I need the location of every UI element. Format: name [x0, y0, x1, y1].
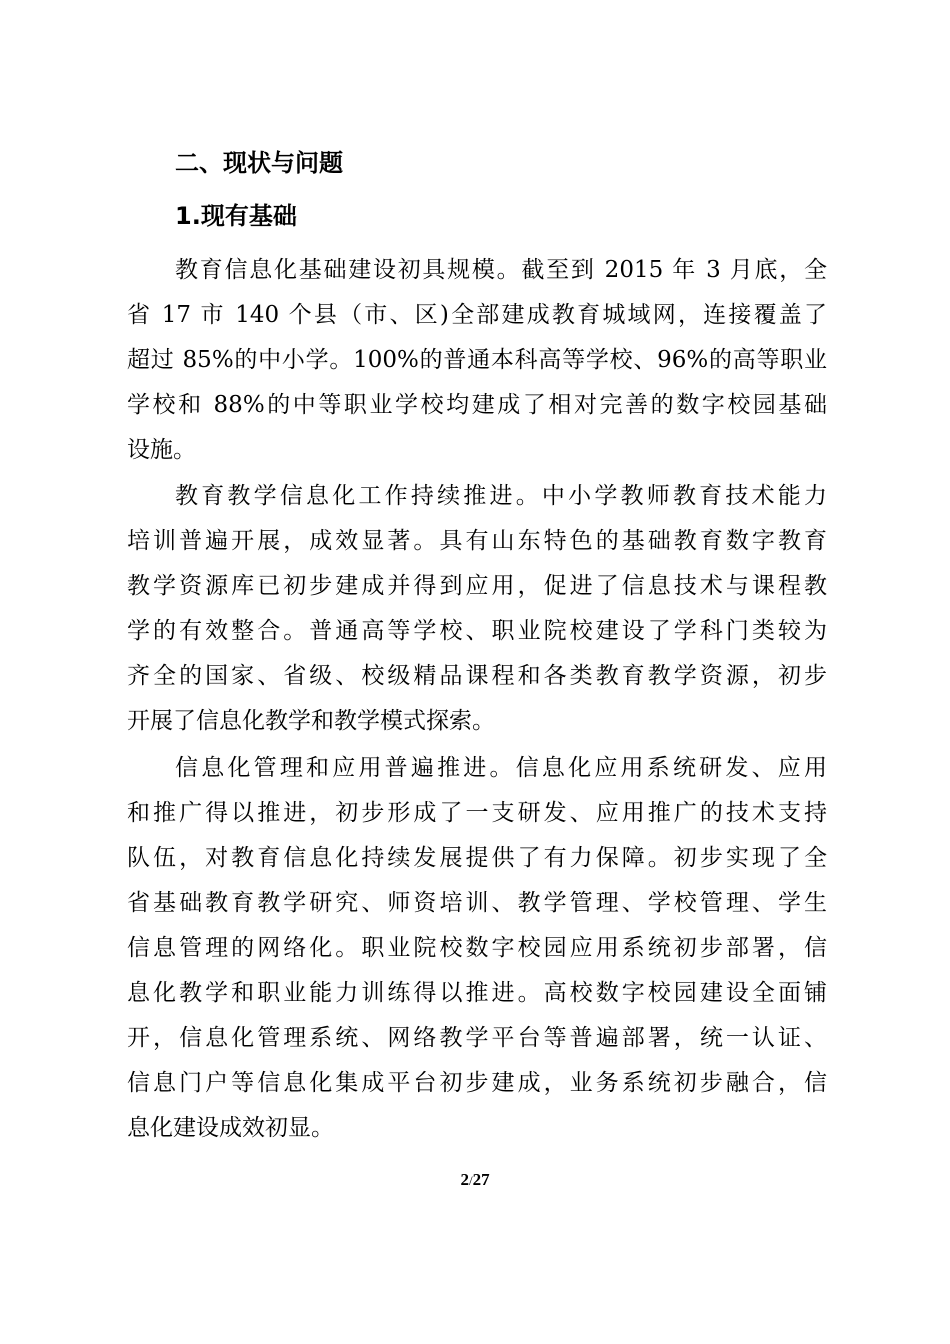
- paragraph-infrastructure: [127, 248, 827, 473]
- total-pages: 27: [472, 1170, 490, 1189]
- paragraph-line: 学校和 88%的中等职业学校均建成了相对完善的数字校园基础: [127, 392, 827, 418]
- paragraph-line: 开，信息化管理系统、网络教学平台等普遍部署，统一认证、: [127, 1025, 827, 1051]
- paragraph-line: 信息化管理和应用普遍推进。信息化应用系统研发、应用: [175, 755, 827, 781]
- paragraph-line: 信息管理的网络化。职业院校数字校园应用系统初步部署，信: [127, 935, 827, 961]
- section-heading: 二、现状与问题: [175, 149, 343, 177]
- paragraph-management: [127, 746, 827, 1151]
- paragraph-line: 队伍，对教育信息化持续发展提供了有力保障。初步实现了全: [127, 845, 827, 871]
- current-page: 2: [460, 1170, 469, 1189]
- paragraph-line: 设施。: [127, 437, 196, 463]
- paragraph-line: 开展了信息化教学和教学模式探索。: [127, 708, 495, 734]
- paragraph-line: 息化教学和职业能力训练得以推进。高校数字校园建设全面铺: [127, 980, 827, 1006]
- paragraph-line: 超过 85%的中小学。100%的普通本科高等学校、96%的高等职业: [127, 347, 827, 373]
- paragraph-line: 教学资源库已初步建成并得到应用，促进了信息技术与课程教: [127, 573, 827, 599]
- paragraph-line: 教育教学信息化工作持续推进。中小学教师教育技术能力: [175, 483, 827, 509]
- subsection-heading: 1.现有基础: [175, 202, 297, 230]
- paragraph-line: 教育信息化基础建设初具规模。截至到 2015 年 3 月底，全: [175, 257, 827, 283]
- paragraph-line: 信息门户等信息化集成平台初步建成，业务系统初步融合，信: [127, 1070, 827, 1096]
- paragraph-line: 省 17 市 140 个县（市、区)全部建成教育城域网，连接覆盖了: [127, 302, 827, 328]
- page-number: [0, 1170, 950, 1190]
- page-separator: /: [468, 1173, 473, 1188]
- paragraph-line: 齐全的国家、省级、校级精品课程和各类教育教学资源，初步: [127, 663, 827, 689]
- paragraph-teaching: [127, 474, 827, 744]
- paragraph-line: 学的有效整合。普通高等学校、职业院校建设了学科门类较为: [127, 618, 827, 644]
- paragraph-line: 培训普遍开展，成效显著。具有山东特色的基础教育数字教育: [127, 528, 827, 554]
- paragraph-line: 息化建设成效初显。: [127, 1115, 334, 1141]
- paragraph-line: 和推广得以推进，初步形成了一支研发、应用推广的技术支持: [127, 800, 827, 826]
- paragraph-line: 省基础教育教学研究、师资培训、教学管理、学校管理、学生: [127, 890, 827, 916]
